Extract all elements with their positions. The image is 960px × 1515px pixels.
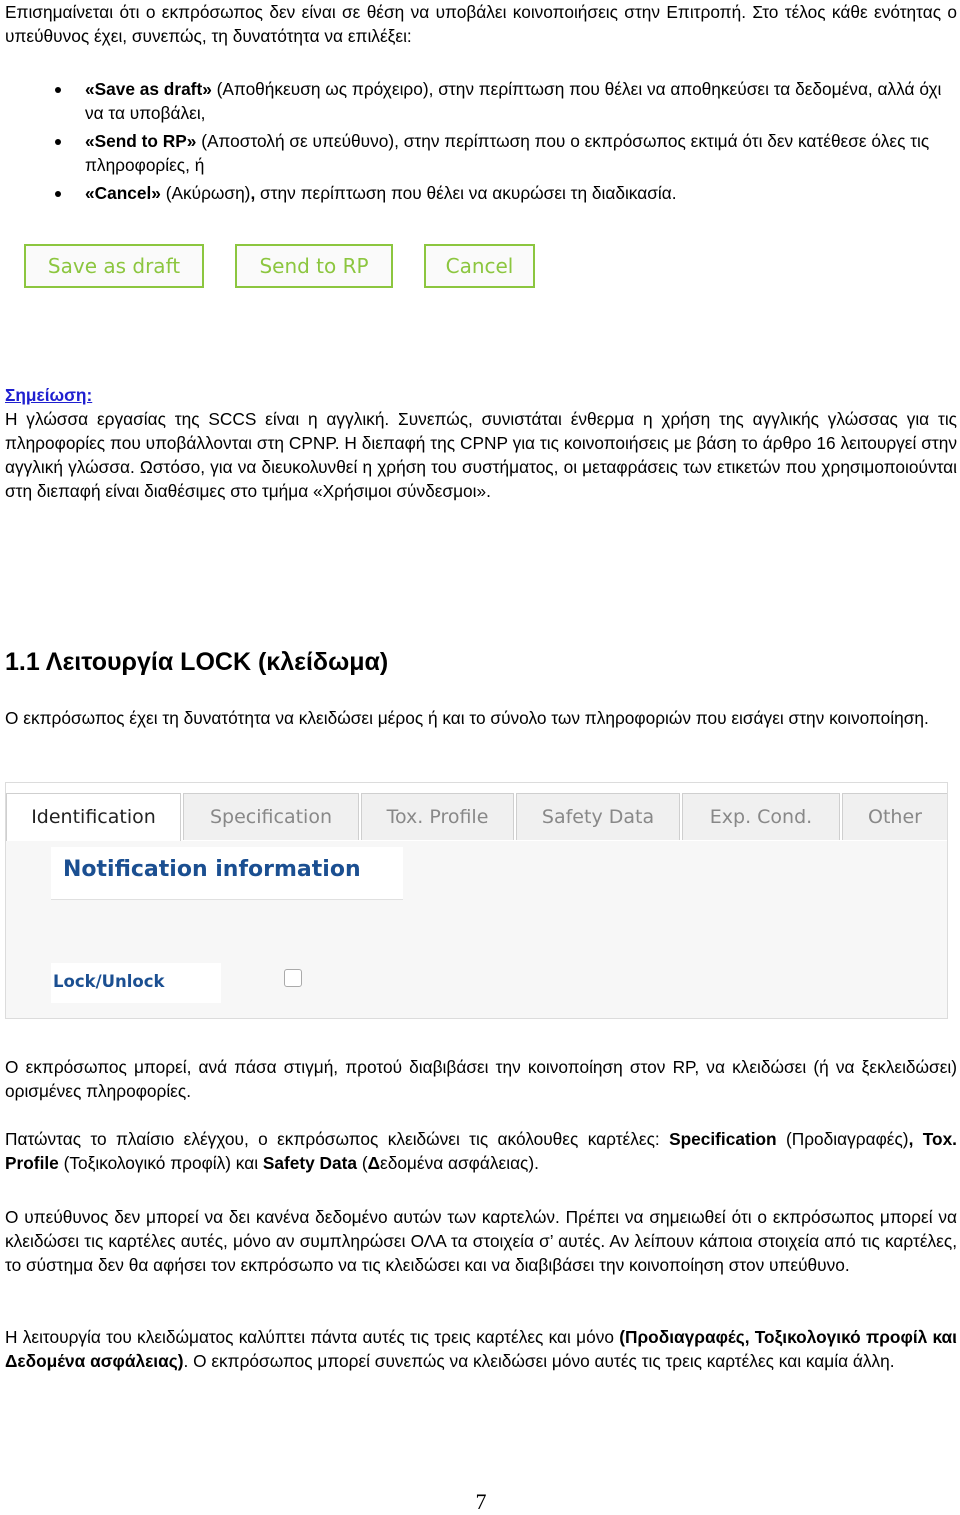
tab-identification[interactable]: Identification bbox=[6, 793, 181, 841]
text-run: (Προδιαγραφές, Τοξικολογικό προφίλ και Δεδομένα ασφάλειας) bbox=[5, 1327, 957, 1371]
section-header bbox=[51, 847, 403, 900]
text-run: Πατώντας το πλαίσιο ελέγχου, ο εκπρόσωπος κλειδώνει τις ακόλουθες καρτέλες: bbox=[5, 1129, 670, 1149]
text-run: Δ bbox=[367, 1153, 380, 1173]
tab-tox-profile[interactable]: Tox. Profile bbox=[361, 793, 514, 840]
option-desc: (Αποθήκευση ως πρόχειρο), στην περίπτωση που θέλει να αποθηκεύσει τα δεδομένα, αλλά όχι να τα υποβάλει, bbox=[85, 79, 942, 123]
option-name: «Save as draft» bbox=[85, 79, 212, 99]
list-item bbox=[5, 77, 957, 125]
tab-exp-cond[interactable]: Exp. Cond. bbox=[682, 793, 840, 840]
tab-specification[interactable]: Specification bbox=[183, 793, 359, 840]
text-run: Specification bbox=[669, 1129, 777, 1149]
text-run: Safety Data bbox=[262, 1153, 358, 1173]
cancel-button[interactable]: Cancel bbox=[424, 244, 535, 288]
page-number: 7 bbox=[475, 1489, 487, 1514]
notification-information-title: Notification information bbox=[63, 857, 361, 882]
list-item bbox=[5, 129, 957, 177]
options-list bbox=[5, 77, 957, 209]
text-run: , Tox. Profile bbox=[5, 1129, 957, 1173]
note-title: Σημείωση: bbox=[5, 385, 93, 405]
bullet-icon bbox=[55, 87, 61, 93]
tab-other[interactable]: Other bbox=[842, 793, 948, 840]
option-name: «Send to RP» bbox=[85, 131, 197, 151]
section-intro: Ο εκπρόσωπος έχει τη δυνατότητα να κλειδώσει μέρος ή και το σύνολο των πληροφοριών που εισάγει στην κοινοποίηση. bbox=[5, 708, 929, 728]
list-item bbox=[5, 181, 957, 205]
text-run: ( bbox=[357, 1153, 368, 1173]
option-name: «Cancel» bbox=[85, 183, 161, 203]
option-desc: στην περίπτωση που θέλει να ακυρώσει τη διαδικασία. bbox=[255, 183, 677, 203]
paragraph: Ο εκπρόσωπος μπορεί, ανά πάσα στιγμή, προτού διαβιβάσει την κοινοποίηση στον RP, να κλειδώσει (ή να ξεκλειδώσει) ορισμένες πληροφορίες. bbox=[5, 1057, 957, 1101]
tab-bar bbox=[6, 793, 948, 842]
note-text: Η γλώσσα εργασίας της SCCS είναι η αγγλική. Συνεπώς, συνιστάται ένθερμα η χρήση της αγγλικής γλώσσας για τις πληροφορίες που υποβάλλονται στη CPNP. Η διεπαφή της CPNP για τις κοινοποιήσεις με βάση το άρθρο 16 λειτουργεί στην αγγλική γλώσσα. Ωστόσο, για να διευκολυνθεί η χρήση του συστήματος, οι μεταφράσεις των ετικετών που χρησιμοποιούνται στη διεπαφή είναι διαθέσιμες στο τμήμα «Χρήσιμοι σύνδεσμοι». bbox=[5, 409, 957, 501]
option-desc: (Αποστολή σε υπεύθυνο), στην περίπτωση που ο εκπρόσωπος εκτιμά ότι δεν κατέθεσε όλες τις πληροφορίες, ή bbox=[85, 131, 930, 175]
tab-safety-data[interactable]: Safety Data bbox=[516, 793, 680, 840]
bullet-icon bbox=[55, 191, 61, 197]
section-heading: 1.1 Λειτουργία LOCK (κλείδωμα) bbox=[5, 648, 389, 676]
text-run: Η λειτουργία του κλειδώματος καλύπτει πάντα αυτές τις τρεις καρτέλες και μόνο bbox=[5, 1327, 620, 1347]
tab-panel bbox=[6, 841, 948, 1019]
text-run: (Προδιαγραφές) bbox=[776, 1129, 909, 1149]
paragraph bbox=[5, 1325, 957, 1373]
paragraph: Ο υπεύθυνος δεν μπορεί να δει κανένα δεδομένο αυτών των καρτελών. Πρέπει να σημειωθεί ότι ο εκπρόσωπος μπορεί να κλειδώσει τις καρτέλες αυτές, μόνο αν συμπληρώσει ΟΛΑ τα στοιχεία σ’ αυτές. Αν λείπουν κάποια στοιχεία από τις καρτέλες, το σύστημα δεν θα αφήσει τον εκπρόσωπο να τις κλειδώσει και να διαβιβάσει την κοινοποίηση στον υπεύθυνο. bbox=[5, 1207, 957, 1275]
send-to-rp-button[interactable]: Send to RP bbox=[235, 244, 393, 288]
text-run: . Ο εκπρόσωπος μπορεί συνεπώς να κλειδώσει μόνο αυτές τις τρεις καρτέλες και καμία άλλη. bbox=[183, 1351, 895, 1371]
intro-paragraph: Επισημαίνεται ότι ο εκπρόσωπος δεν είναι σε θέση να υποβάλει κοινοποιήσεις στην Επιτροπή. Στο τέλος κάθε ενότητας ο υπεύθυνος έχει, συνεπώς, τη δυνατότητα να επιλέξει: bbox=[5, 2, 957, 46]
bullet-icon bbox=[55, 139, 61, 145]
lock-label-box bbox=[51, 963, 221, 1003]
option-comma: , bbox=[250, 183, 256, 203]
note-block bbox=[5, 383, 957, 503]
option-desc-mid: (Ακύρωση) bbox=[160, 183, 251, 203]
save-as-draft-button[interactable]: Save as draft bbox=[24, 244, 204, 288]
text-run: (Τοξικολογικό προφίλ) και bbox=[58, 1153, 263, 1173]
lock-checkbox[interactable] bbox=[284, 969, 302, 987]
cpnp-screenshot bbox=[5, 782, 948, 1019]
text-run: εδομένα ασφάλειας). bbox=[380, 1153, 539, 1173]
paragraph bbox=[5, 1127, 957, 1175]
lock-unlock-label: Lock/Unlock bbox=[53, 972, 165, 991]
